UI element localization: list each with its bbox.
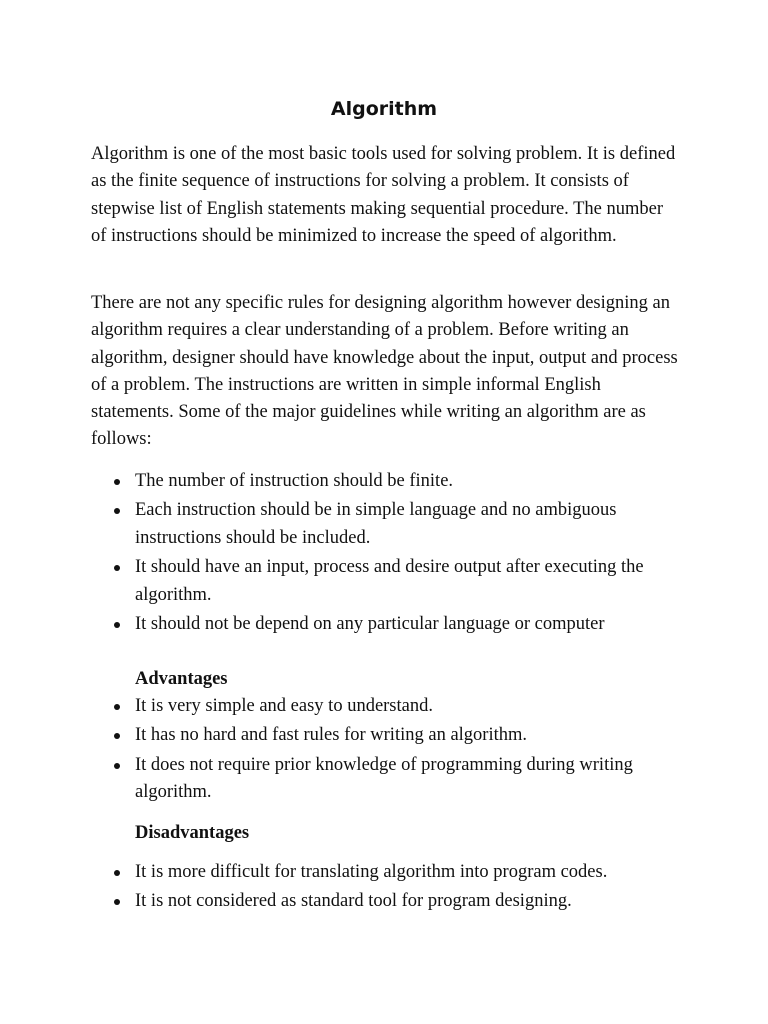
disadvantages-list [91, 859, 691, 918]
rules-paragraph: There are not any specific rules for designing algorithm however designing an algorithm requires a clear understanding of a problem. Before writing an algorithm, designer should have knowledge about the input, output and process of a problem. The instructions are written in simple informal English statements. Some of the major guidelines while writing an algorithm are as follows: [91, 293, 678, 450]
list-item: It has no hard and fast rules for writing an algorithm. [91, 722, 691, 750]
list-item: It is not considered as standard tool for program designing. [91, 888, 691, 916]
list-item: It does not require prior knowledge of programming during writing algorithm. [91, 752, 691, 808]
guidelines-list [91, 468, 691, 641]
list-item: Each instruction should be in simple language and no ambiguous instructions should be included. [91, 497, 691, 553]
list-item: It is very simple and easy to understand. [91, 693, 691, 721]
advantages-list [91, 693, 691, 809]
intro-paragraph: Algorithm is one of the most basic tools used for solving problem. It is defined as the finite sequence of instructions for solving a problem. It consists of stepwise list of English statements making sequential procedure. The number of instructions should be minimized to increase the speed of algorithm. [91, 144, 676, 246]
advantages-heading: Advantages [135, 669, 228, 689]
list-item: It should have an input, process and desire output after executing the algorithm. [91, 554, 691, 610]
disadvantages-heading: Disadvantages [135, 823, 250, 843]
list-item: The number of instruction should be finite. [91, 468, 691, 496]
list-item: It is more difficult for translating algorithm into program codes. [91, 859, 691, 887]
page-title: Algorithm [330, 98, 438, 120]
list-item: It should not be depend on any particular language or computer [91, 611, 691, 639]
